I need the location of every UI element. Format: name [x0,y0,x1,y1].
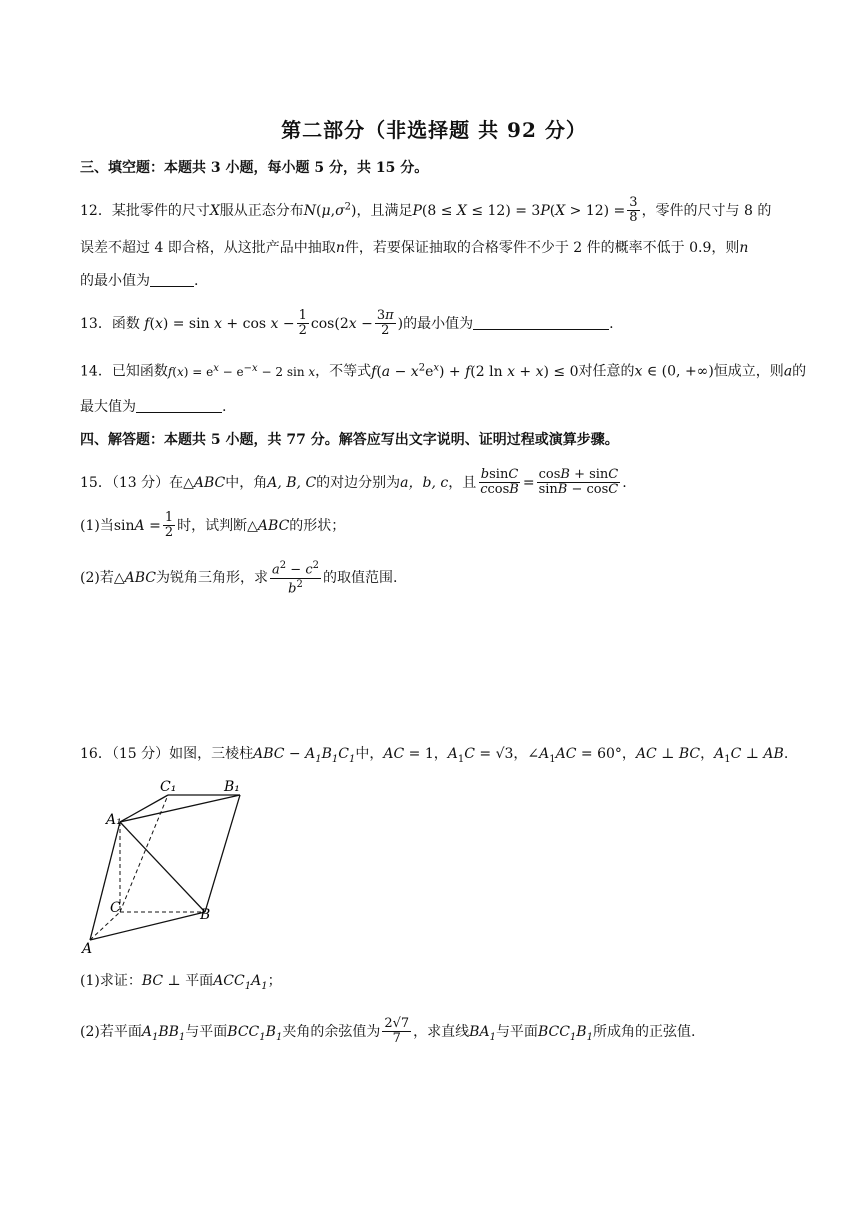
q12-var-n2: n [739,240,749,256]
q15-lhs: $\frac{bsinC}{ccosB}$ [480,467,519,498]
q13-half: $\frac{1}{2}$ [298,308,307,339]
q13-answer-blank[interactable] [473,315,609,330]
q16-plane-3: $BCC_1B_1$ [227,1023,283,1043]
prism-figure [80,775,260,955]
q14-text-f: 最大值为 [80,399,136,415]
q12-var-n: n [335,240,345,256]
q15-text-f: 时，试判断 [177,517,248,534]
q12-line1 [80,196,788,226]
q15-text-e: (1)当 [80,517,114,534]
q14-line1 [80,357,807,383]
q15-text-a: 15．（13 分）在 [80,474,184,491]
q12-normal-args: $(\mu,\sigma^2)$ [316,201,357,219]
q15-triangle-2: △ABC [247,517,290,534]
q15-text-j: 的取值范围. [322,570,398,587]
q15-part2 [80,560,788,596]
label-C: C [110,900,121,916]
edge-C-C1 [120,795,168,912]
q16-conditions: AC = 1，$A_1C = √3$，$\angle A_1AC = 60^\circ$，AC ⊥ BC，$A_1C$ ⊥ AB. [383,746,789,765]
edge-A-B [90,912,205,940]
q12-text-g: 的最小值为 [80,273,150,289]
q14-text-a: 14．已知函数 [80,363,168,380]
part4-header: 四、解答题：本题共 5 小题，共 77 分。解答应写出文字说明、证明过程或演算步骤。 [80,432,619,448]
edge-A1-B1-hidden [120,795,240,822]
q16-plane-2: $A_1BB_1$ [141,1023,186,1043]
q16-text-b: 中， [355,746,384,762]
edge-A1-C1 [120,795,168,822]
q15-angles: A, B, C [267,474,317,491]
q16-text-h: ，求直线 [413,1023,470,1040]
q16-text-a: 16．（15 分）如图，三棱柱 [80,746,254,762]
q16-text-c: (1)求证： [80,973,142,989]
q15-text-i: 为锐角三角形，求 [156,570,268,587]
q12-fraction [627,196,639,226]
q16-plane-1: $ACC_1A_1$ [213,973,268,992]
q15-sides: a，b, c [400,474,449,491]
edge-B-B1 [205,795,240,912]
q15-text-c: 的对边分别为 [316,474,401,491]
q15-text-b: 中，角 [225,474,268,491]
q15-line1: 15．（13 分）在△ABC中，角A, B, C的对边分别为a，b, c，且 $\frac{bsinC}{ccosB}$ = $\frac{\cos B + \sin C}{\sin B - \cos C}$ . [80,467,627,498]
q12-text-f: 件，若要保证抽取的合格零件不少于 2 件的概率不低于 0.9，则 [344,240,740,256]
q16-text-f: 与平面 [185,1023,228,1040]
q15-rhs: $\frac{\cos B + \sin C}{\sin B - \cos C}$ [538,467,619,498]
q12-normal: N [303,202,317,219]
label-B: B [200,907,211,923]
q16-plane-4: $BCC_1B_1$ [537,1023,593,1043]
q14-ineq: $f(a - x^2e^x) + f(2$ ln x + x) ≤ 0 [371,362,579,380]
q14-text-c: 对任意的 [578,363,635,380]
q15-triangle: △ABC [183,474,226,491]
q16-text-e: (2)若平面 [80,1023,142,1040]
q12-prob-expr: (8 ≤ X ≤ 12) = 3P(X > 12) = [421,202,626,219]
q13-line: 13．函数 f(x) = sin x + cos x − $\frac{1}{2}$ cos(2x − $\frac{3\pi}{2}$ )的最小值为 . [80,308,614,339]
q14-answer-blank[interactable] [136,398,222,413]
q15-text-g: 的形状； [289,517,346,534]
q15-triangle-3: △ABC [113,570,156,587]
part3-header: 三、填空题：本题共 3 小题，每小题 5 分，共 15 分。 [80,160,429,176]
q15-half: $\frac{1}{2}$ [164,510,174,541]
label-C1: C₁ [160,779,177,795]
q12-text-d: ，零件的尺寸与 8 的 [641,202,772,219]
q13-cos: cos(2x − [310,315,373,332]
q12-prob-eq: P [412,202,422,219]
q13-frac: $\frac{3\pi}{2}$ [376,308,394,339]
label-A: A [82,941,93,955]
q14-text-e: 的 [792,363,807,380]
q12-text-b: 服从正态分布 [219,202,304,219]
q15-part1 [80,511,788,541]
q14-text-d: 恒成立，则 [713,363,784,380]
q12-frac-den: 8 [629,210,638,226]
q12-frac-num: 3 [629,195,638,210]
q15-sinA: sinA = [113,517,161,534]
q12-text-c: ，且满足 [356,202,413,219]
q15-ratio: $\frac{a^2 - c^2}{b^2}$ [272,560,319,596]
q12-var-x: X [209,202,220,219]
q16-part2 [80,1017,788,1049]
q13-text-b: 的最小值为 [403,315,474,332]
q15-text-d: ，且 [448,474,477,491]
edge-A-A1 [90,822,120,940]
q12-line3: 的最小值为 . [80,273,199,289]
q16-cos-frac: $\frac{2√7}{7}$ [384,1016,410,1047]
q12-answer-blank[interactable] [150,272,194,287]
q13-text-a: 13．函数 [80,315,140,332]
q14-var-a: a [783,363,793,380]
q12-line2 [80,237,788,259]
q15-text-h: (2)若 [80,570,114,587]
q16-part1: (1)求证：BC ⊥ 平面$ACC_1A_1$； [80,973,282,992]
section-title: 第二部分（非选择题 共 92 分） [281,118,587,142]
q16-line1 [80,743,788,771]
edge-A1-B [120,822,205,912]
label-B1: B₁ [224,779,240,795]
q12-text-e: 误差不超过 4 即合格，从这批产品中抽取 [80,240,336,256]
q12-text-a: 12．某批零件的尺寸 [80,202,210,219]
q16-perp: BC ⊥ [141,973,186,989]
q16-text-d: 平面 [185,973,214,989]
q16-prism: ABC − $A_1B_1C_1$ [253,746,356,765]
q14-text-b: ，不等式 [315,363,372,380]
q16-text-j: 所成角的正弦值. [592,1023,696,1040]
label-A1: A₁ [106,812,122,828]
q16-text-i: 与平面 [495,1023,538,1040]
q16-text-g: 夹角的余弦值为 [282,1023,381,1040]
q16-line-BA1: $BA_1$ [469,1023,496,1043]
q14-func: $f(x) = e^x - e^{-x} - 2$ sin x [167,362,316,379]
q14-line2: 最大值为 . [80,399,227,415]
q13-formula: f(x) = sin x + cos x − [144,315,295,332]
q14-domain: x ∈ (0, +∞) [634,363,714,380]
